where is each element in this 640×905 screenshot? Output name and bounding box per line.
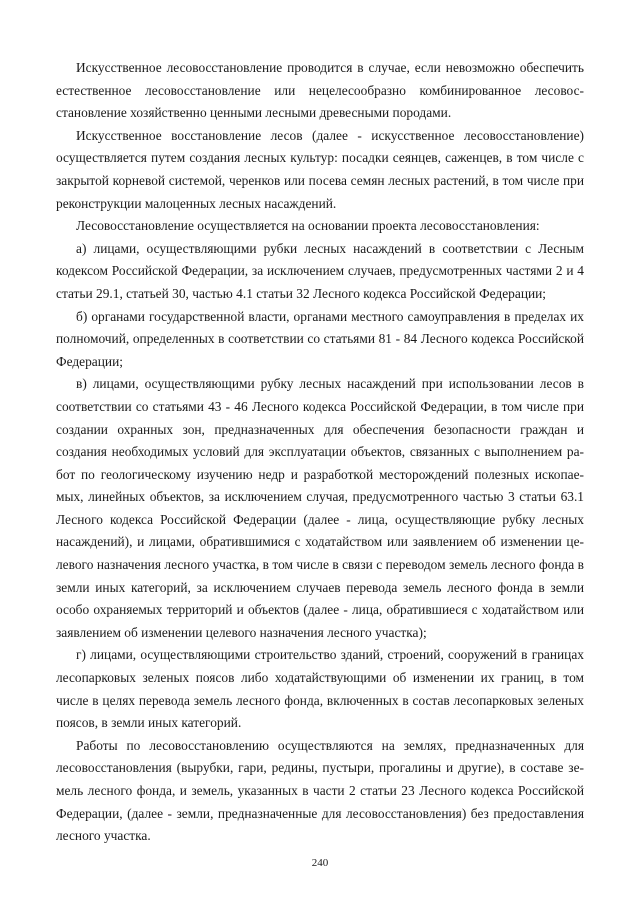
page-number: 240 bbox=[311, 857, 329, 869]
paragraph-item-a: а) лицами, осуществляющими рубки лесных насаждений в соответствии с Лесным кодексом Российской Федерации, за исключением случаев, предусмотренных частями 2 и 4 статьи 29.1, статьей 30, частью 4.1 статьи 32 Лесного кодекса Российской Федерации; bbox=[56, 240, 584, 301]
paragraph-reforestation-lands: Работы по лесовосстановлению осуществляются на землях, предназначенных для лесовосстановления (вырубки, гари, редины, пустыри, прогалины и другие), в составе земель лесного фонда, и земель, указанных в части 2 статьи 23 Лесного кодекса Российской Федерации, (далее - земли, предназначенные для лесовосстановления) без предоставления лесного участка. bbox=[56, 737, 584, 844]
paragraph-item-b: б) органами государственной власти, органами местного самоуправления в пределах их полномочий, определенных в соответствии со статьями 81 - 84 Лесного кодекса Российской Федерации; bbox=[56, 308, 584, 369]
paragraph-item-g: г) лицами, осуществляющими строительство зданий, строений, сооружений в границах лесопарковых зеленых поясов либо ходатайствующими об изменении их границ, в том числе в целях перевода земель лесного фонда, включенных в состав лесопарковых зеленых поясов, в земли иных категорий. bbox=[56, 647, 584, 731]
paragraph-reforestation-project-basis: Лесовосстановление осуществляется на основании проекта лесовосстановления: bbox=[76, 218, 540, 234]
paragraph-artificial-reforestation-conditions: Искусственное лесовосстановление проводится в случае, если невозможно обеспечить естественное лесовосстановление или нецелесообразно комбинированное лесовосстановление хозяйственно ценными лесными древесными породами. bbox=[56, 60, 584, 121]
paragraph-item-v: в) лицами, осуществляющими рубку лесных насаждений при использовании лесов в соответствии со статьями 43 - 46 Лесного кодекса Российской Федерации, в том числе при создании охранных зон, предназначенных для обеспечения безопасности граждан и создания необходимых условий для эксплуатации объектов, связанных с выполнением работ по геологическому изучению недр и разработкой месторождений полезных ископаемых, линейных объектов, за исключением случая, предусмотренного частью 3 статьи 63.1 Лесного кодекса Российской Федерации (далее - лица, осуществляющие рубку лесных насаждений), и лицами, обратившимися с ходатайством или заявлением об изменении целевого назначения лесного участка, в том числе в связи с переводом земель лесного фонда в земли иных категорий, за исключением случаев перевода земель лесного фонда в земли особо охраняемых территорий и объектов (далее - лица, обратившиеся с ходатайством или заявлением об изменении целевого назначения лесного участка); bbox=[56, 376, 584, 640]
document-body bbox=[56, 57, 584, 848]
paragraph-artificial-restoration-definition: Искусственное восстановление лесов (далее - искусственное лесовосстановление) осуществляется путем создания лесных культур: посадки сеянцев, саженцев, в том числе с закрытой корневой системой, черенков или посева семян лесных растений, в том числе при реконструкции малоценных лесных насаждений. bbox=[56, 127, 584, 211]
